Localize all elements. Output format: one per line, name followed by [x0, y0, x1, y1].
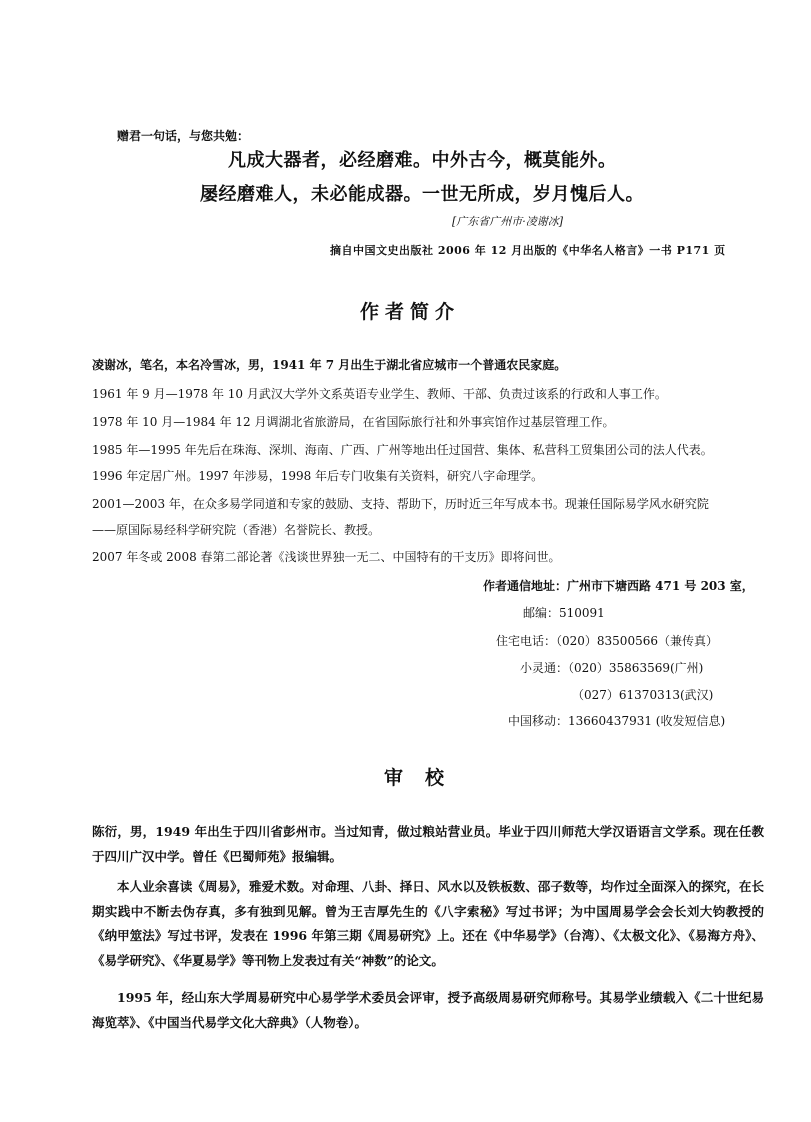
review-section-title: 审校	[384, 767, 467, 789]
contact-phs-1: 小灵通：（020）35863569(广州)	[520, 661, 704, 675]
author-line-8: 2007 年冬或 2008 春第二部论著《浅谈世界独一无二、中国特有的干支历》即将问世。	[92, 550, 561, 564]
contact-mobile: 中国移动：13660437931 (收发短信息)	[508, 714, 726, 728]
author-line-7: ——原国际易经科学研究院（香港）名誉院长、教授。	[92, 523, 381, 537]
contact-postcode: 邮编：510091	[523, 606, 605, 620]
author-line-1: 凌谢冰，笔名，本名冷雪冰，男，1941 年 7 月出生于湖北省应城市一个普通农民家庭。	[92, 358, 567, 372]
source-citation: 摘自中国文史出版社 2006 年 12 月出版的《中华名人格言》一书 P171 页	[330, 244, 726, 257]
gift-intro-line: 赠君一句话，与您共勉：	[117, 129, 250, 143]
contact-phs-2: （027）61370313(武汉)	[572, 688, 714, 702]
contact-home-phone: 住宅电话：（020）83500566（兼传真）	[496, 634, 718, 648]
author-line-5: 1996 年定居广州。1997 年涉易，1998 年后专门收集有关资料，研究八字命理学。	[92, 469, 544, 483]
author-line-3: 1978 年 10 月—1984 年 12 月调湖北省旅游局，在省国际旅行社和外事宾馆作过基层管理工作。	[92, 415, 615, 429]
motto-line-2: 屡经磨难人，未必能成器。一世无所成，岁月愧后人。	[200, 184, 644, 205]
motto-attribution: [广东省广州市·凌谢冰]	[452, 215, 564, 228]
motto-line-1: 凡成大器者，必经磨难。中外古今，概莫能外。	[228, 150, 617, 171]
author-line-6: 2001—2003 年，在众多易学同道和专家的鼓励、支持、帮助下，历时近三年写成本书。现兼任国际易学风水研究院	[92, 497, 709, 511]
author-line-2: 1961 年 9 月—1978 年 10 月武汉大学外文系英语专业学生、教师、干部、负责过该系的行政和人事工作。	[92, 387, 667, 401]
author-line-4: 1985 年—1995 年先后在珠海、深圳、海南、广西、广州等地出任过国营、集体、私营科工贸集团公司的法人代表。	[92, 443, 713, 457]
review-paragraph-1: 陈衍，男，1949 年出生于四川省彭州市。当过知青，做过粮站营业员。毕业于四川师范大学汉语语言文学系。现在任教于四川广汉中学。曾任《巴蜀师苑》报编辑。	[92, 824, 764, 864]
contact-address: 作者通信地址：广州市下塘西路 471 号 203 室，	[483, 579, 754, 593]
review-paragraph-2: 本人业余喜读《周易》，雅爱术数。对命理、八卦、择日、风水以及铁板数、邵子数等，均作过全面深入的探究，在长期实践中不断去伪存真，多有独到见解。曾为王吉厚先生的《八字索秘》写过书评；为中国周易学会会长刘大钧教授的《纳甲筮法》写过书评，发表在 1996 年第三期《周易研究》上。还在《中华易学》（台湾）、《太极文化》、《易海方舟》、《易学研究》、《华夏易学》等刊物上发表过有关“神数”的论文。	[92, 879, 764, 968]
review-paragraph-3: 1995 年，经山东大学周易研究中心易学学术委员会评审，授予高级周易研究师称号。其易学业绩载入《二十世纪易海览萃》、《中国当代易学文化大辞典》（人物卷）。	[92, 990, 764, 1030]
author-section-title: 作者简介	[360, 301, 461, 323]
